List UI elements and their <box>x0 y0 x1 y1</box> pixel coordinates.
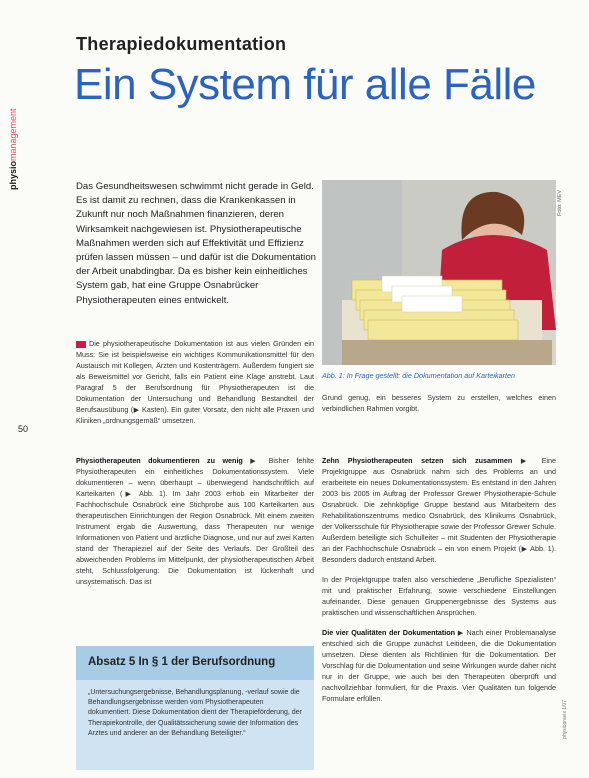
article-kicker: Therapiedokumentation <box>76 34 287 54</box>
section-label-part-a: physio <box>8 160 18 190</box>
right-continuation-text: Grund genug, ein besseres System zu erstellen, welches einen verbindlichen Rahmen vorgibt. <box>322 393 556 413</box>
section-label-part-b: management <box>8 108 18 161</box>
right-continuation <box>322 392 556 423</box>
lead-paragraph: Das Gesundheitswesen schwimmt nicht gerade in Geld. Es ist damit zu rechnen, dass die Krankenkassen in Zukunft nur noch Maßnahmen finanzieren, deren Wirksamkeit nachgewiesen ist. Physiotherapeutische Maßnahmen werden sich auf Effektivität und Effizienz prüfen lassen müssen – und dafür ist die Dokumentation der Arbeit unabdingbar. Da es bisher kein einheitliches System gab, hat eine Gruppe Osnabrücker Physiotherapeuten eines entwickelt. <box>76 181 316 306</box>
intro-paragraph <box>76 338 314 435</box>
info-box-header <box>76 646 314 680</box>
section-label <box>8 70 24 190</box>
section-2-heading: Zehn Physiotherapeuten setzen sich zusammen <box>322 456 513 465</box>
photo-caption: Abb. 1: In Frage gestellt: die Dokumentation auf Karteikarten <box>322 371 515 380</box>
footer-note: physiopraxis 1/07 <box>562 700 568 739</box>
section-2-text: ▶ Eine Projektgruppe aus Osnabrück nahm sich des Problems an und erarbeitete ein neues Dokumentationssystem. Es entstand in den Jahren 2003 bis 2005 im Auftrag der Professor Grewer Physiotherapie-Schule Osnabrück. Die zehnköpfige Gruppe bestand aus Mitarbeitern des Rehabilitationszentrums medico Osnabrück, des Klinikums Osnabrück, der Volkersschule für Physiotherapie sowie der Professor Grewer Schule. Außerdem beteiligte sich Schulleiter – mit Studenten der Physiotherapie an der Fachhochschule Osnabrück – ein von einem Projekt (▶ Abb. 1). Besonders dadurch entstand Arbeit. <box>322 456 557 564</box>
photo-credit: Foto: MEV <box>557 190 563 216</box>
info-box-heading: Absatz 5 In § 1 der Berufsordnung <box>88 656 276 668</box>
section-2-text-2: In der Projektgruppe trafen also verschiedene „Berufliche Spezialisten“ mit und praktischer Erfahrung, sowie verschiedene Einstellungen aufeinander. Diese genauen Gruppenergebnisse des Systems aus praktischen und wissenschaftlichen Ansprüchen. <box>322 575 556 617</box>
section-1-text: ▶ Bisher fehlte Physiotherapeuten ein einheitliches Dokumentationssystem. Viele dokumentieren – wenn überhaupt – überwiegend handschriftlich auf Karteikarten (▶ Abb. 1). Im Jahr 2003 erhob ein Mitarbeiter der Fachhochschule Osnabrück eine Stichprobe aus 100 Karteikarten aus therapeutischen Einrichtungen der Region Osnabrück. Mit einem zweiten Instrument ergab die Auswertung, dass Therapeuten nur wenige Informationen von Patient und ärztliche Diagnose, und nur auf zwei Karten stand der Therapieziel auf der Seite des Verlaufs. Der Großteil des abweichenden Problems im Mittelpunkt, der physiotherapeutischen Arbeit steht, Schlussfolgerung: Die Dokumentation ist lückenhaft und unsystematisch. Das ist <box>76 456 314 586</box>
section-marker-icon <box>76 341 86 348</box>
section-3-text: ▶ Nach einer Problemanalyse entschied sich die Gruppe zunächst Leitideen, die die Dokumentation umsetzen. Diese dienten als Richtlinien für die Dokumentation. Der Vorschlag für die Dokumentation und seine Wirkungen wurde daher nicht nur in der Gruppe, wie auch bei den Therapeuten überprüft und nachvollziehbar formuliert, für die Praxis. Vier Qualitäten tun folgende Formulare erfüllen. <box>322 628 556 703</box>
info-box <box>76 646 314 770</box>
article-title: Ein System für alle Fälle <box>74 60 536 109</box>
section-1 <box>76 455 314 596</box>
photo-karteikarten <box>322 180 556 365</box>
intro-text: Die physiotherapeutische Dokumentation ist aus vielen Gründen ein Muss: Sie ist beispielsweise ein wichtiges Kommunikationsmittel für den Austausch mit Kollegen, Ärzten und Kostenträgern. Außerdem fungiert sie als Beweismittel vor Gericht, falls ein Patient eine Klage anstrebt. Laut Paragraf 5 der Berufsordnung für Physiotherapeuten ist die Dokumentation der Untersuchung und Behandlung Bestandteil der Berufsausübung (▶ Kasten). Ein guter Vorsatz, den nicht alle Praxen und Kliniken „ordnungsgemäß“ umsetzen. <box>76 339 314 425</box>
page-number: 50 <box>18 424 29 434</box>
right-column <box>322 455 556 713</box>
section-1-heading: Physiotherapeuten dokumentieren zu wenig <box>76 456 243 465</box>
photo-illustration <box>322 180 556 365</box>
section-3-heading: Die vier Qualitäten der Dokumentation <box>322 628 456 637</box>
info-box-text: „Untersuchungsergebnisse, Behandlungsplanung, -verlauf sowie die Behandlungsergebnisse werden vom Physiotherapeuten dokumentiert. Diese Dokumentation dient der Therapieförderung, der Therapiekontrolle, der Qualitätssicherung sowie der Information des Arztes und anderer an der Behandlung Beteiligter.“ <box>88 689 302 737</box>
